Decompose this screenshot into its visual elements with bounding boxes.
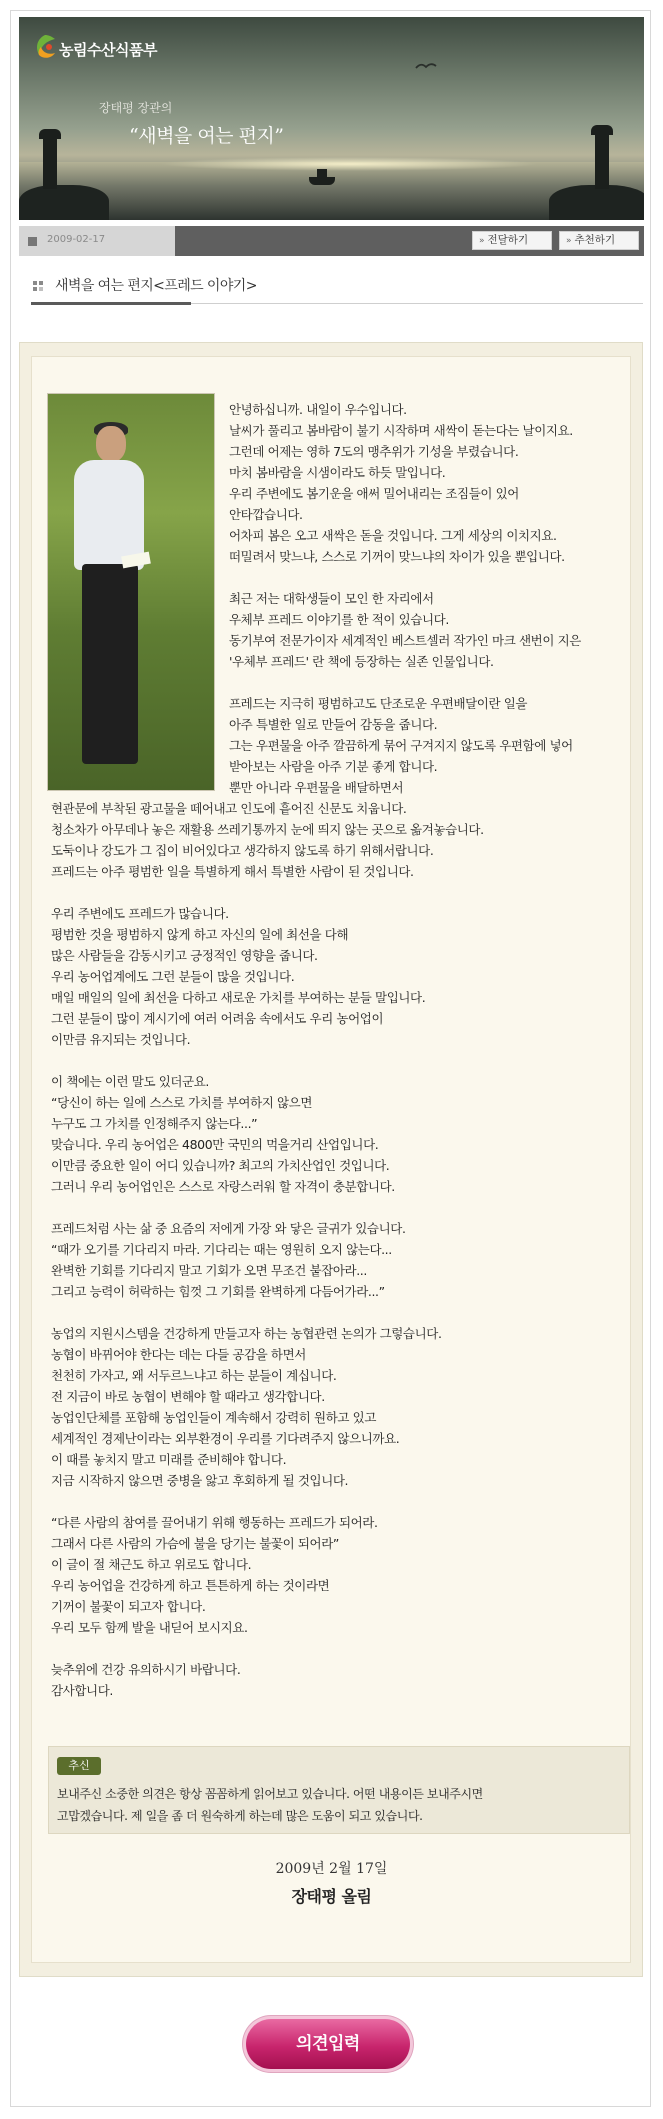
letter-line: “다른 사람의 참여를 끌어내기 위해 행동하는 프레드가 되어라. [51, 1515, 378, 1530]
letter-line: 우리 농어업계에도 그런 분들이 많을 것입니다. [51, 969, 295, 984]
letter-line: 이 때를 놓치지 말고 미래를 준비해야 합니다. [51, 1452, 287, 1467]
right-lighthouse-icon [595, 133, 609, 189]
section-underline [31, 302, 191, 305]
letter-line: 기꺼이 불꽃이 되고자 합니다. [51, 1599, 206, 1614]
letter-line: 뿐만 아니라 우편물을 배달하면서 [229, 780, 404, 795]
letter-line: 어차피 봄은 오고 새싹은 돋을 것입니다. 그게 세상의 이치지요. [229, 528, 557, 543]
letter-line: 안타깝습니다. [229, 507, 303, 522]
letter-line: 늦추위에 건강 유의하시기 바랍니다. [51, 1662, 241, 1677]
forward-button[interactable] [472, 231, 552, 250]
letter-line: 매일 매일의 일에 최선을 다하고 새로운 가치를 부여하는 분들 말입니다. [51, 990, 426, 1005]
letter-line: 그러니 우리 농어업인은 스스로 자랑스러워 할 자격이 충분합니다. [51, 1179, 395, 1194]
ministry-logo-text[interactable]: 농림수산식품부 [59, 41, 157, 59]
bird-icon [415, 61, 437, 71]
letter-line: 이 글이 절 채근도 하고 위로도 합니다. [51, 1557, 252, 1572]
section-grid-icon [33, 281, 44, 292]
letter-line: 이만큼 유지되는 것입니다. [51, 1032, 191, 1047]
letter-line: 천천히 가자고, 왜 서두르느냐고 하는 분들이 계십니다. [51, 1368, 337, 1383]
letter-line: 프레드는 지극히 평범하고도 단조로운 우편배달이란 일을 [229, 696, 528, 711]
page-frame [10, 10, 651, 2107]
ministry-logo-icon [33, 33, 57, 61]
letter-line: 누구도 그 가치를 인정해주지 않는다...” [51, 1116, 258, 1131]
letter-line: 감사합니다. [51, 1683, 113, 1698]
letter-line: 그리고 능력이 허락하는 힘껏 그 기회를 완벽하게 다듬어가라...” [51, 1284, 385, 1299]
letter-line: 많은 사람들을 감동시키고 긍정적인 영향을 줍니다. [51, 948, 318, 963]
letter-line: 완벽한 기회를 기다리지 말고 기회가 오면 무조건 붙잡아라... [51, 1263, 367, 1278]
recommend-button[interactable] [559, 231, 639, 250]
signature-name: 장태평 올림 [291, 1887, 372, 1906]
postscript-badge: 추신 [57, 1757, 101, 1775]
date-cell [19, 226, 175, 256]
letter-line: 지금 시작하지 않으면 중병을 앓고 후회하게 될 것입니다. [51, 1473, 349, 1488]
section-divider [191, 303, 643, 304]
letter-line: 우체부 프레드 이야기를 한 적이 있습니다. [229, 612, 449, 627]
boat-cabin [317, 169, 327, 178]
letter-line: 안녕하십니까. 내일이 우수입니다. [229, 402, 407, 417]
banner-title: “새벽을 여는 편지” [129, 125, 284, 147]
letter-line: 동기부여 전문가이자 세계적인 베스트셀러 작가인 마크 샌번이 지은 [229, 633, 581, 648]
letter-line: 프레드는 아주 평범한 일을 특별하게 해서 특별한 사람이 된 것입니다. [51, 864, 414, 879]
letter-line: 그는 우편물을 아주 깔끔하게 묶어 구겨지지 않도록 우편함에 넣어 [229, 738, 573, 753]
letter-line: 우리 모두 함께 발을 내딛어 보시지요. [51, 1620, 248, 1635]
letter-line: 그런 분들이 많이 계시기에 여러 어려움 속에서도 우리 농어업이 [51, 1011, 384, 1026]
letter-line: 우리 주변에도 봄기운을 애써 밀어내리는 조짐들이 있어 [229, 486, 519, 501]
recommend-button-label: 추천하기 [574, 234, 616, 246]
left-lighthouse-top [39, 129, 61, 139]
letter-line: 농업인단체를 포함해 농업인들이 계속해서 강력히 원하고 있고 [51, 1410, 376, 1425]
letter-line: 아주 특별한 일로 만들어 감동을 줍니다. [229, 717, 438, 732]
boat-icon [309, 177, 335, 185]
letter-line: 전 지금이 바로 농협이 변해야 할 때라고 생각합니다. [51, 1389, 325, 1404]
info-bar [19, 226, 644, 256]
banner-subtitle: 장태평 장관의 [99, 101, 173, 115]
right-breakwater [549, 185, 644, 220]
letter-line: 최근 저는 대학생들이 모인 한 자리에서 [229, 591, 434, 606]
letter-line: “당신이 하는 일에 스스로 가치를 부여하지 않으면 [51, 1095, 313, 1110]
forward-button-label: 전달하기 [487, 234, 529, 246]
post-date: 2009-02-17 [47, 234, 106, 245]
letter-line: '우체부 프레드' 란 책에 등장하는 실존 인물입니다. [229, 654, 494, 669]
double-chevron-icon: » [566, 236, 572, 246]
letter-line: 현관문에 부착된 광고물을 떼어내고 인도에 흩어진 신문도 치웁니다. [51, 801, 407, 816]
signature-date: 2009년 2월 17일 [275, 1861, 388, 1877]
letter-line: 농협이 바뀌어야 한다는 데는 다들 공감을 하면서 [51, 1347, 306, 1362]
photo-head [96, 426, 126, 462]
letter-line: 이만큼 중요한 일이 어디 있습니까? 최고의 가치산업인 것입니다. [51, 1158, 390, 1173]
letter-line: 날씨가 풀리고 봄바람이 불기 시작하며 새싹이 돋는다는 날이지요. [229, 423, 573, 438]
header-banner [19, 17, 644, 220]
left-breakwater [19, 185, 109, 220]
left-lighthouse-icon [43, 137, 57, 189]
letter-line: 그런데 어제는 영하 7도의 맹추위가 기성을 부렸습니다. [229, 444, 519, 459]
letter-line: “때가 오기를 기다리지 마라. 기다리는 때는 영원히 오지 않는다... [51, 1242, 392, 1257]
minister-photo [47, 393, 215, 791]
postscript-line: 보내주신 소중한 의견은 항상 꼼꼼하게 읽어보고 있습니다. 어떤 내용이든 보내주시면 [57, 1787, 483, 1801]
photo-pants [82, 564, 138, 764]
letter-line: 마치 봄바람을 시샘이라도 하듯 말입니다. [229, 465, 446, 480]
letter-line: 그래서 다른 사람의 가슴에 불을 당기는 불꽃이 되어라” [51, 1536, 339, 1551]
postscript-line: 고맙겠습니다. 제 일을 좀 더 원숙하게 하는데 많은 도움이 되고 있습니다. [57, 1809, 423, 1823]
letter-line: 도둑이나 강도가 그 집이 비어있다고 생각하지 않도록 하기 위해서랍니다. [51, 843, 434, 858]
opinion-input-button[interactable]: 의견입력 [246, 2019, 410, 2069]
letter-line: 받아보는 사람을 아주 기분 좋게 합니다. [229, 759, 438, 774]
letter-line: 세계적인 경제난이라는 외부환경이 우리를 기다려주지 않으니까요. [51, 1431, 400, 1446]
letter-line: 농업의 지원시스템을 건강하게 만들고자 하는 농협관련 논의가 그렇습니다. [51, 1326, 442, 1341]
letter-line: 맞습니다. 우리 농어업은 4800만 국민의 먹을거리 산업입니다. [51, 1137, 379, 1152]
right-lighthouse-top [591, 125, 613, 135]
letter-line: 청소차가 아무데나 놓은 재활용 쓰레기통까지 눈에 띄지 않는 곳으로 옮겨놓습니다. [51, 822, 484, 837]
letter-line: 우리 농어업을 건강하게 하고 튼튼하게 하는 것이라면 [51, 1578, 330, 1593]
banner-sun-glow [159, 157, 539, 171]
letter-line: 프레드처럼 사는 삶 중 요즘의 저에게 가장 와 닿은 글귀가 있습니다. [51, 1221, 406, 1236]
date-square-icon [28, 237, 37, 246]
letter-line: 우리 주변에도 프레드가 많습니다. [51, 906, 229, 921]
letter-line: 떠밀려서 맞느냐, 스스로 기꺼이 맞느냐의 차이가 있을 뿐입니다. [229, 549, 565, 564]
section-title: 새벽을 여는 편지<프레드 이야기> [55, 278, 257, 294]
letter-line: 평범한 것을 평범하지 않게 하고 자신의 일에 최선을 다해 [51, 927, 349, 942]
double-chevron-icon: » [479, 236, 485, 246]
letter-line: 이 책에는 이런 말도 있더군요. [51, 1074, 209, 1089]
